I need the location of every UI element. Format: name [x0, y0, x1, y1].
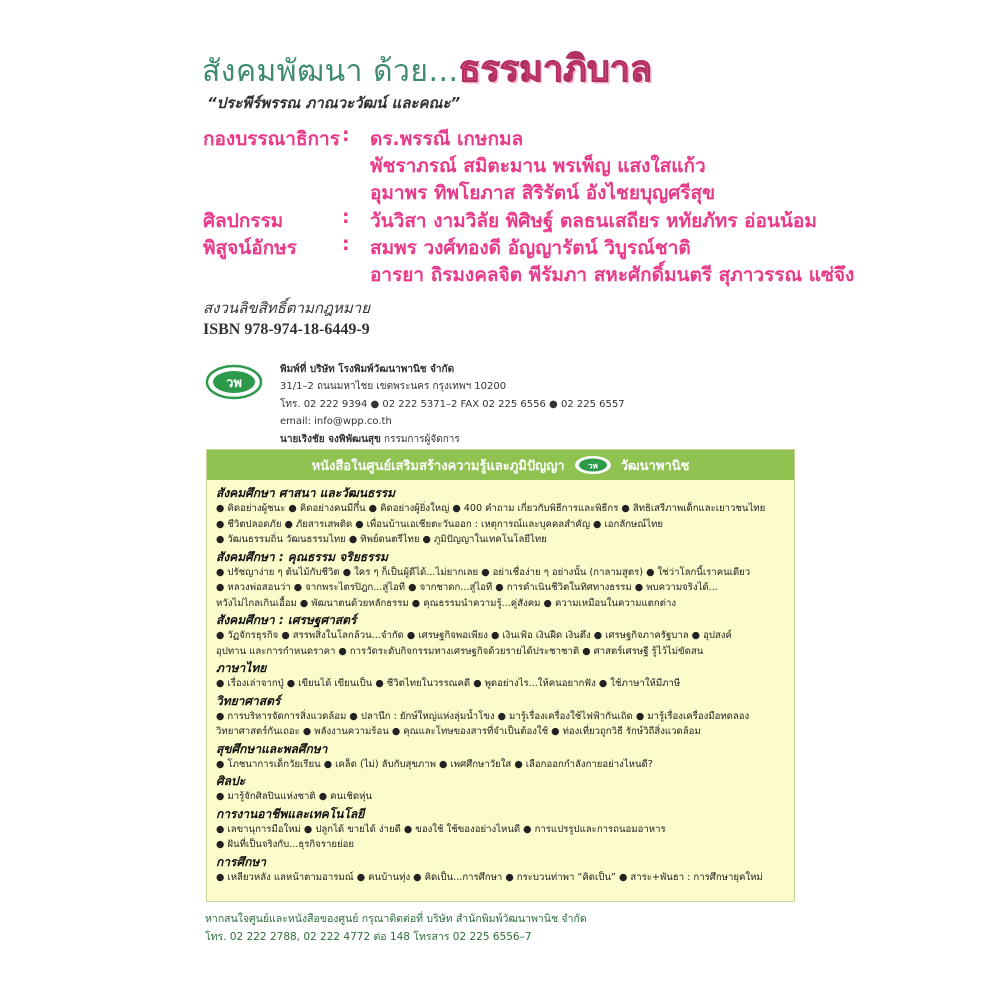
credit-colon: :: [342, 206, 350, 228]
category-heading: วิทยาศาสตร์: [216, 693, 281, 708]
book-list-line: วิทยาศาสตร์กันเถอะ ● พลังงานความร้อน ● คุณและโทษของสารที่จำเป็นต้องใช้ ● ท่องเที่ยวถูกวิธี รักษ์วิถีสิ่งแวดล้อม: [216, 726, 701, 737]
book-list-line: ● เหลียวหลัง แลหน้าตามอารมณ์ ● คนบ้านทุ่ง ● คิดเป็น...การศึกษา ● กระบวนท่าพา “คิดเป็น” ● สาระ+พันธา : การศึกษายุคใหม่: [216, 871, 763, 883]
category-heading: สุขศึกษาและพลศึกษา: [216, 741, 328, 756]
credit-colon: :: [342, 124, 350, 146]
book-list-line: อุปทาน และการกำหนดราคา ● การวัดระดับกิจกรรมทางเศรษฐกิจด้วยรายได้ประชาชาติ ● ศาสตร์เศรษฐี รู้ไว้ไม่ขัดสน: [216, 645, 704, 657]
category-heading: สังคมศึกษา : คุณธรรม จริยธรรม: [216, 549, 388, 564]
catalog-header: [207, 450, 794, 480]
publisher-phone: โทร. 02 222 9394 ● 02 222 5371–2 FAX 02 225 6556 ● 02 225 6557: [280, 399, 625, 410]
book-list-line: ● ปรัชญาง่าย ๆ ต้นไม้กับชีวิต ● ใคร ๆ ก็เป็นผู้ดีได้...ไม่ยากเลย ● อย่าเชื่อง่าย ๆ อย่างนั้น (กาลามสูตร) ● ใช่ว่าโลกนี้เราคนเดียว: [216, 566, 751, 578]
category-heading: การงานอาชีพและเทคโนโลยี: [216, 806, 365, 821]
catalog-list: [216, 484, 788, 885]
manager-name: นายเริงชัย จงพิพัฒนสุข: [280, 434, 381, 445]
category-heading: สังคมศึกษา ศาสนา และวัฒนธรรม: [216, 486, 396, 500]
catalog-header-text: หนังสือในศูนย์เสริมสร้างความรู้และภูมิปัญญา: [311, 458, 565, 474]
catalog-header-brand: วัฒนาพานิช: [620, 458, 690, 474]
category-heading: ศิลปะ: [216, 774, 246, 788]
credit-names: สมพร วงศ์ทองดี อัญญารัตน์ วิบูรณ์ชาติ: [370, 237, 691, 259]
book-list-line: ● ฝันที่เป็นจริงกับ...ธุรกิจรายย่อย: [216, 839, 354, 850]
book-title: [202, 40, 822, 97]
credit-colon: :: [342, 233, 350, 255]
contact-note: หากสนใจศูนย์และหนังสือของศูนย์ กรุณาติดต่อที่ บริษัท สำนักพิมพ์วัฒนาพานิช จำกัด: [205, 913, 587, 925]
title-prefix: สังคมพัฒนา ด้วย...: [202, 54, 459, 89]
credit-label-proofreading: พิสูจน์อักษร: [203, 237, 297, 259]
credit-names: อารยา ถิรมงคลจิต พีรัมภา สหะศักดิ์มนตรี สุภาวรรณ แซ่จึง: [370, 264, 855, 286]
category-heading: สังคมศึกษา : เศรษฐศาสตร์: [216, 613, 357, 627]
logo-text: วพ: [587, 461, 598, 471]
book-list-line: ● การบริหารจัดการสิ่งแวดล้อม ● ปลานึก : ยักษ์ใหญ่แห่งลุ่มน้ำโขง ● มารู้เรื่องเครื่องใช้ไฟฟ้ากันเถิด ● มารู้เรื่องเครื่องมือทดลอง: [216, 710, 750, 722]
publisher-email[interactable]: email: info@wpp.co.th: [280, 416, 392, 427]
publisher-logo-small: [573, 455, 613, 475]
credit-names: ดร.พรรณี เกษกมล: [370, 128, 524, 150]
credit-names: พัชราภรณ์ สมิตะมาน พรเพ็ญ แสงใสแก้ว: [370, 155, 706, 177]
book-list-line: ● วัฏจักรธุรกิจ ● สรรพสิ่งในโลกล้วน...จำกัด ● เศรษฐกิจพอเพียง ● เงินเฟ้อ เงินฝืด เงินตึง ● เศรษฐกิจภาครัฐบาล ● อุปสงค์: [216, 630, 732, 641]
publisher-logo: [205, 364, 263, 400]
book-catalog-box: [206, 449, 795, 902]
category-heading: ภาษาไทย: [216, 661, 267, 675]
book-list-line: ● มารู้จักศิลปินแห่งชาติ ● คนเชิดหุ่น: [216, 791, 373, 802]
title-emphasis: ธรรมาภิบาล: [458, 49, 653, 90]
category-heading: การศึกษา: [216, 854, 266, 869]
book-list-line: ● เรื่องเล่าจากปู่ ● เขียนได้ เขียนเป็น ● ชีวิตไทยในวรรณคดี ● พูดอย่างไร...ให้คนอยากฟัง ● ใช้ภาษาให้มีภาษี: [216, 678, 681, 689]
copyright-notice: สงวนลิขสิทธิ์ตามกฎหมาย: [203, 299, 370, 317]
book-list-line: ● คิดอย่างผู้ชนะ ● คิดอย่างคนมีกึ๋น ● คิดอย่างผู้ยิ่งใหญ่ ● 400 คำถาม เกี่ยวกับพิธีการและพิธีกร ● สิทธิเสรีภาพเด็กและเยาวชนไทย: [216, 503, 766, 514]
book-list-line: ● หลวงพ่อสอนว่า ● จากพระไตรปิฎก...สู่ไอที ● จากชาดก...สู่ไอที ● การดำเนินชีวิตในทิศทางธรรม ● พบความจริงได้...: [216, 582, 718, 593]
book-list-line: ● วัฒนธรรมถิ่น วัฒนธรรมไทย ● ทิพย์ดนตรีไทย ● ภูมิปัญญาในเทคโนโลยีไทย: [216, 534, 547, 545]
contact-phone: โทร. 02 222 2788, 02 222 4772 ต่อ 148 โทรสาร 02 225 6556–7: [205, 931, 532, 943]
author-line: “ประพีร์พรรณ ภาณวะวัฒน์ และคณะ”: [207, 94, 461, 112]
book-list-line: ● เลขานุการมือใหม่ ● ปลูกได้ ขายได้ ง่ายดี ● ของใช้ ใช้ของอย่างไหนดี ● การแปรรูปและการถนอมอาหาร: [216, 823, 666, 835]
book-list-line: ● ชีวิตปลอดภัย ● ภัยสารเสพติด ● เพื่อนบ้านเอเชียตะวันออก : เหตุการณ์และบุคคลสำคัญ ● เอกลักษณ์ไทย: [216, 518, 663, 530]
credit-names: วันวิสา งามวิลัย พิศิษฐ์ ตลธนเสถียร หทัยภัทร อ่อนน้อม: [370, 210, 817, 232]
publisher-name: พิมพ์ที่ บริษัท โรงพิมพ์วัฒนาพานิช จำกัด: [280, 364, 455, 375]
book-list-line: ● โภชนาการเด็กวัยเรียน ● เคล็ด (ไม่) ลับกับสุขภาพ ● เพศศึกษาวัยใส ● เลือกออกกำลังกายอย่างไหนดี?: [216, 758, 653, 770]
book-list-line: หวังไม่ไกลเกินเอื้อม ● พัฒนาตนด้วยหลักธรรม ● คุณธรรมนำความรู้...คู่สังคม ● ความเหมือนในความแตกต่าง: [216, 597, 677, 609]
manager-title: กรรมการผู้จัดการ: [384, 434, 460, 445]
isbn: ISBN 978-974-18-6449-9: [203, 321, 370, 338]
logo-text: วพ: [226, 376, 242, 391]
credit-label-artwork: ศิลปกรรม: [203, 210, 284, 232]
credit-names: อุมาพร ทิพโยภาส สิริรัตน์ อังไชยบุญศรีสุข: [370, 182, 716, 204]
publisher-address: 31/1–2 ถนนมหาไชย เขตพระนคร กรุงเทพฯ 10200: [280, 381, 507, 392]
credit-label-editors: กองบรรณาธิการ: [203, 128, 340, 150]
publisher-manager: [280, 432, 460, 447]
